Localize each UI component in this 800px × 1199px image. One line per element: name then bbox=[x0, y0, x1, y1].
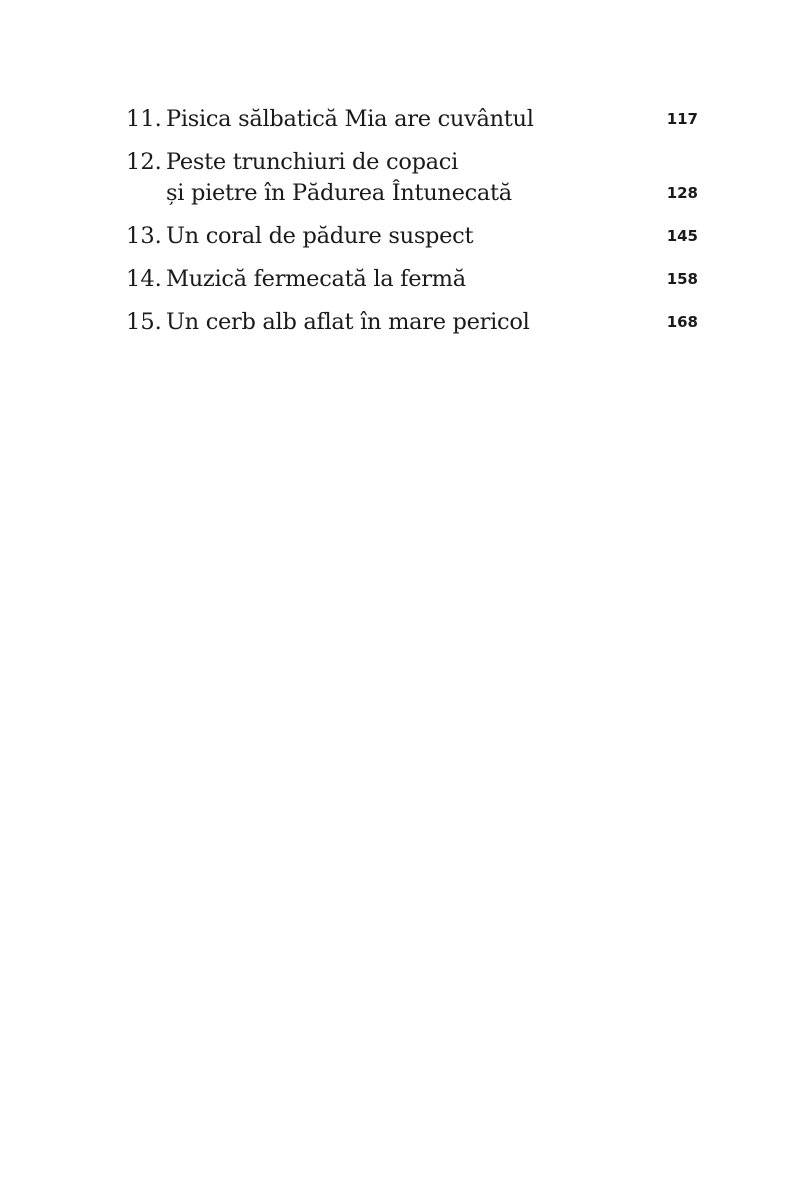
page-number: 158 bbox=[666, 270, 698, 288]
page-number: 168 bbox=[666, 313, 698, 331]
chapter-title-line: Pisica sălbatică Mia are cuvântul bbox=[166, 106, 534, 132]
chapter-title bbox=[166, 264, 638, 295]
page-number: 117 bbox=[666, 110, 698, 128]
page-number: 128 bbox=[666, 184, 698, 202]
chapter-title-line: Peste trunchiuri de copaci bbox=[166, 149, 458, 175]
toc-entry bbox=[126, 147, 698, 209]
chapter-number: 13. bbox=[126, 223, 162, 249]
chapter-title bbox=[166, 221, 638, 252]
chapter-title-line: și pietre în Pădurea Întunecată bbox=[166, 180, 512, 206]
table-of-contents bbox=[126, 104, 698, 350]
chapter-title bbox=[166, 104, 638, 135]
toc-entry bbox=[126, 104, 698, 135]
chapter-title bbox=[166, 307, 638, 338]
chapter-title-line: Un cerb alb aflat în mare pericol bbox=[166, 309, 530, 335]
chapter-title-line: Muzică fermecată la fermă bbox=[166, 266, 466, 292]
chapter-number: 14. bbox=[126, 266, 162, 292]
toc-entry bbox=[126, 221, 698, 252]
chapter-number: 12. bbox=[126, 149, 162, 175]
toc-entry bbox=[126, 264, 698, 295]
chapter-title bbox=[166, 147, 638, 209]
toc-entry bbox=[126, 307, 698, 338]
chapter-title-line: Un coral de pădure suspect bbox=[166, 223, 474, 249]
chapter-number: 15. bbox=[126, 309, 162, 335]
chapter-number: 11. bbox=[126, 106, 162, 132]
page-number: 145 bbox=[666, 227, 698, 245]
